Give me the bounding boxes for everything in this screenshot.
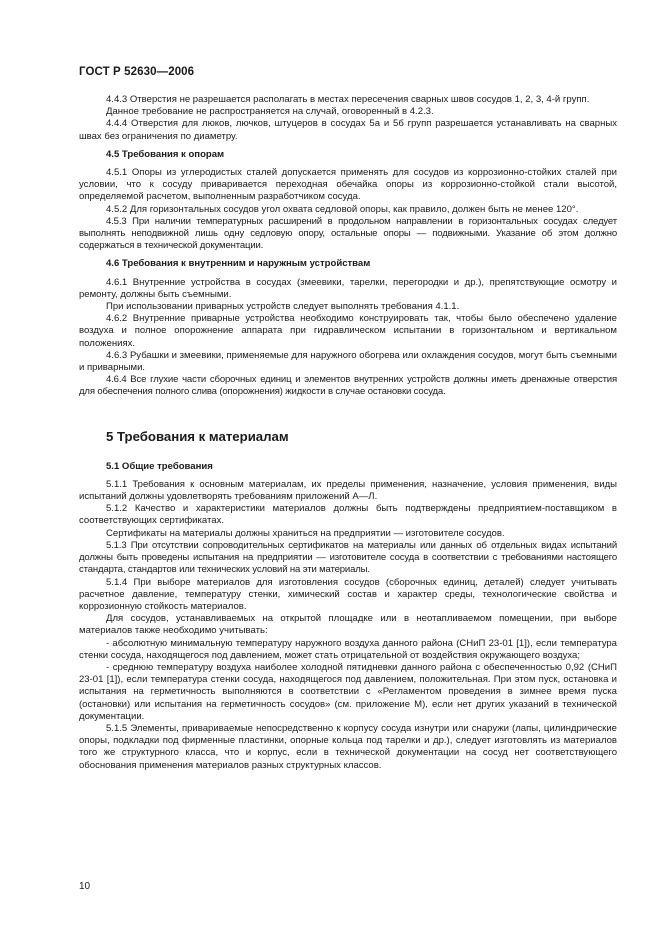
paragraph-4-6-3: 4.6.3 Рубашки и змеевики, применяемые для наружного обогрева или охлаждения сосудов, могут быть съемными и приварными. xyxy=(79,349,617,374)
paragraph-4-6-2: 4.6.2 Внутренние приварные устройства необходимо конструировать так, чтобы было обеспечено удаление воздуха и полное опорожнение аппарата при гидравлическом испытании в горизонтальном и вертикальном положениях. xyxy=(79,313,617,349)
document-body xyxy=(79,94,617,772)
section-heading-5: 5 Требования к материалам xyxy=(106,428,289,444)
paragraph-4-5-1: 4.5.1 Опоры из углеродистых сталей допускается применять для сосудов из коррозионно-стойких сталей при условии, что к сосуду приваривается переходная обечайка опоры из коррозионно-стойкой стали высотой, определяемой расчетом, выполненным разработчиком сосуда. xyxy=(79,167,617,203)
paragraph-5-1-4-outdoor: Для сосудов, устанавливаемых на открытой площадке или в неотапливаемом помещении, при выборе материалов также необходимо учитывать: xyxy=(79,613,617,637)
paragraph-5-1-4: 5.1.4 При выборе материалов для изготовления сосудов (сборочных единиц, деталей) следует учитывать расчетное давление, температуру стенки, химический состав и характер среды, технологические свойства и коррозионную стойкость материалов. xyxy=(79,576,617,612)
paragraph-4-4-4: 4.4.4 Отверстия для люков, лючков, штуцеров в сосудах 5а и 5б групп разрешается устанавливать на сварных швах без ограничения по диаметру. xyxy=(79,118,617,142)
paragraph-4-4-3: 4.4.3 Отверстия не разрешается располагать в местах пересечения сварных швов сосудов 1, 2, 3, 4-й групп. xyxy=(106,94,590,105)
paragraph-5-1-2: 5.1.2 Качество и характеристики материалов должны быть подтверждены предприятием-поставщиком в соответствующих сертификатах. xyxy=(79,503,617,527)
paragraph-4-5-2: 4.5.2 Для горизонтальных сосудов угол охвата седловой опоры, как правило, должен быть не менее 120°. xyxy=(106,203,579,215)
page-number: 10 xyxy=(79,881,91,892)
paragraph-4-6-1-note: При использовании приварных устройств следует выполнять требования 4.1.1. xyxy=(106,301,460,313)
paragraph-4-6-1: 4.6.1 Внутренние устройства в сосудах (змеевики, тарелки, перегородки и др.), препятствующие осмотру и ремонту, должны быть съемными. xyxy=(79,276,617,300)
paragraph-5-1-5: 5.1.5 Элементы, привариваемые непосредственно к корпусу сосуда изнутри или снаружи (лапы, цилиндрические опоры, подкладки под фирменные пластинки, опорные кольца под тарелки и др.), следует изготовлять из материалов того же структурного класса, что и корпус, если в технической документации на сосуд нет соответствующего обоснования применения материалов разных структурных классов. xyxy=(79,722,617,771)
paragraph-4-6-4: 4.6.4 Все глухие части сборочных единиц и элементов внутренних устройств должны иметь дренажные отверстия для обеспечения полного слива (опорожнения) жидкости в случае остановки сосуда. xyxy=(79,374,617,398)
list-item-min-temperature: - абсолютную минимальную температуру наружного воздуха данного района (СНиП 23-01 [1]), если температура стенки сосуда, находящегося под давлением, может стать отрицательной от воздействия окружающего воздуха; xyxy=(79,637,617,661)
subsection-heading-4-5: 4.5 Требования к опорам xyxy=(106,148,225,160)
paragraph-5-1-1: 5.1.1 Требования к основным материалам, их пределы применения, назначение, условия применения, виды испытаний должны удовлетворять требованиям приложений А—Л. xyxy=(79,478,617,503)
paragraph-5-1-2-note: Сертификаты на материалы должны храниться на предприятии — изготовителе сосудов. xyxy=(106,527,505,539)
subsection-heading-5-1: 5.1 Общие требования xyxy=(106,460,213,472)
paragraph-4-4-3-note: Данное требование не распространяется на случай, оговоренный в 4.2.3. xyxy=(106,106,434,118)
paragraph-5-1-3: 5.1.3 При отсутствии сопроводительных сертификатов на материалы или данных об отдельных видах испытаний должны быть проведены испытания на предприятии — изготовителе сосуда в соответствии с требованиями настоящего стандарта, стандартов или технических условий на эти материалы. xyxy=(79,539,617,576)
subsection-heading-4-6: 4.6 Требования к внутренним и наружным устройствам xyxy=(106,258,371,270)
paragraph-4-5-3: 4.5.3 При наличии температурных расширений в продольном направлении в горизонтальных сосудах следует выполнять неподвижной лишь одну седловую опору, остальные опоры — подвижными. Указание об этом должно содержаться в технической документации. xyxy=(79,215,617,252)
page-header: ГОСТ Р 52630—2006 xyxy=(79,66,195,78)
list-item-avg-temperature: - среднюю температуру воздуха наиболее холодной пятидневки данного района с обеспеченностью 0,92 (СНиП 23-01 [1]), если температура стенки сосуда, находящегося под давлением, положительная. При этом пуск, остановка и испытания на герметичность выполняются в соответствии с «Регламентом проведения в зимнее время пуска (остановки) или испытания на герметичность сосудов» (см. приложение М), если нет других указаний в технической документации. xyxy=(79,661,617,722)
